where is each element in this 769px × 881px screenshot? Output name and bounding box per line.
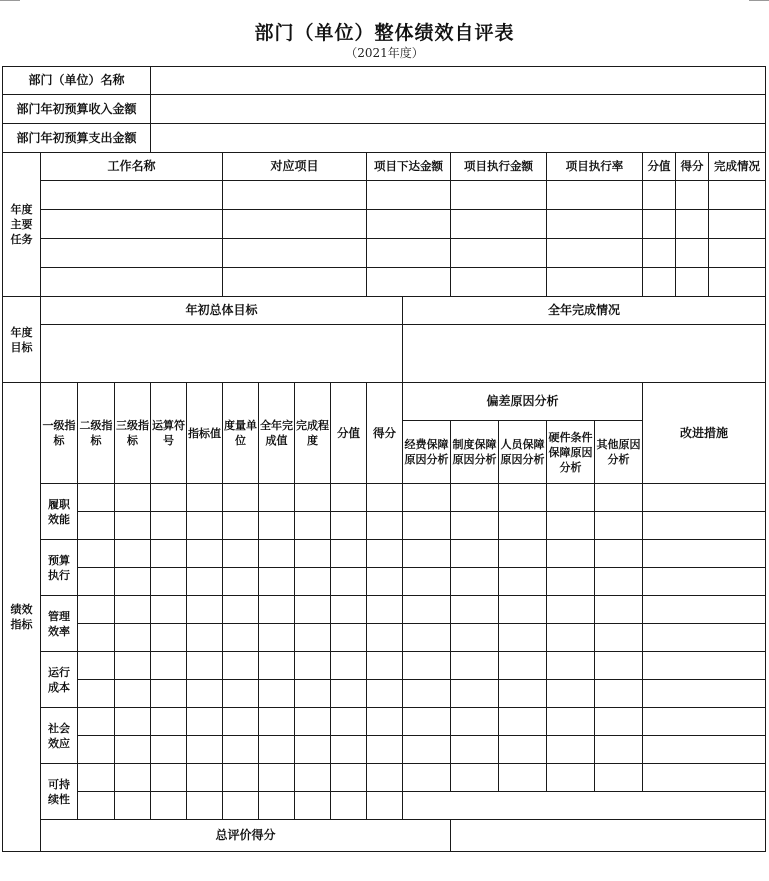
perf-cell[interactable] <box>187 624 223 652</box>
form-title: 部门（单位）整体绩效自评表 <box>254 22 515 44</box>
perf-cell[interactable] <box>367 736 403 764</box>
perf-cell[interactable] <box>151 708 187 736</box>
perf-cell[interactable] <box>643 680 766 708</box>
category-text: 可持续性 <box>48 777 70 806</box>
perf-cell[interactable] <box>115 568 151 596</box>
perf-cell[interactable] <box>78 624 115 652</box>
perf-cell[interactable] <box>115 680 151 708</box>
col-operator: 运算符号 <box>151 383 187 484</box>
perf-cell[interactable] <box>499 484 547 512</box>
perf-cell[interactable] <box>499 680 547 708</box>
perf-cell[interactable] <box>223 624 259 652</box>
col-executed-amount: 项目执行金额 <box>451 153 547 181</box>
perf-cell[interactable] <box>595 680 643 708</box>
perf-row <box>3 512 766 540</box>
perf-cell[interactable] <box>367 792 403 820</box>
perf-cell[interactable] <box>187 792 223 820</box>
perf-cell[interactable] <box>295 736 331 764</box>
perf-cell[interactable] <box>259 736 295 764</box>
perf-cell[interactable] <box>403 484 451 512</box>
perf-cell[interactable] <box>595 624 643 652</box>
task-cell[interactable] <box>547 210 643 239</box>
perf-cell[interactable] <box>451 512 499 540</box>
perf-cell[interactable] <box>259 596 295 624</box>
perf-cell[interactable] <box>115 708 151 736</box>
perf-cell[interactable] <box>595 540 643 568</box>
perf-cell[interactable] <box>295 540 331 568</box>
perf-cell[interactable] <box>595 512 643 540</box>
completion-header: 全年完成情况 <box>403 297 766 325</box>
perf-cell[interactable] <box>595 568 643 596</box>
col-level2: 二级指标 <box>78 383 115 484</box>
perf-cell[interactable] <box>295 764 331 792</box>
perf-cell[interactable] <box>259 708 295 736</box>
goals-header-row <box>3 297 766 325</box>
col-level3: 三级指标 <box>115 383 151 484</box>
category-label <box>41 484 78 540</box>
perf-cell[interactable] <box>78 680 115 708</box>
perf-cell[interactable] <box>547 624 595 652</box>
task-cell[interactable] <box>547 239 643 268</box>
col-points: 分值 <box>331 383 367 484</box>
goals-content-row <box>3 325 766 383</box>
category-text: 履职效能 <box>48 497 70 526</box>
header-row <box>3 95 766 124</box>
perf-cell[interactable] <box>331 736 367 764</box>
perf-row <box>3 652 766 680</box>
col-degree: 完成程度 <box>295 383 331 484</box>
task-cell[interactable] <box>709 268 766 297</box>
perf-cell[interactable] <box>595 596 643 624</box>
task-cell[interactable] <box>367 210 451 239</box>
task-cell[interactable] <box>41 181 223 210</box>
perf-cell[interactable] <box>403 680 451 708</box>
perf-cell[interactable] <box>151 484 187 512</box>
perf-cell[interactable] <box>78 736 115 764</box>
goals-section-text: 年度目标 <box>10 325 33 354</box>
perf-cell[interactable] <box>367 624 403 652</box>
tasks-section-label <box>3 153 41 297</box>
perf-cell[interactable] <box>151 680 187 708</box>
initial-goal-cell[interactable] <box>41 325 403 383</box>
perf-cell[interactable] <box>295 792 331 820</box>
perf-cell[interactable] <box>187 652 223 680</box>
perf-cell[interactable] <box>331 764 367 792</box>
perf-cell[interactable] <box>259 568 295 596</box>
perf-cell[interactable] <box>499 624 547 652</box>
perf-cell[interactable] <box>223 764 259 792</box>
budget-income-label: 部门年初预算收入金额 <box>3 95 151 124</box>
form-subtitle: （2021年度） <box>345 46 424 60</box>
perf-cell[interactable] <box>115 792 151 820</box>
header-row <box>3 124 766 153</box>
perf-cell[interactable] <box>151 764 187 792</box>
perf-cell[interactable] <box>151 792 187 820</box>
perf-cell[interactable] <box>643 708 766 736</box>
perf-cell[interactable] <box>115 736 151 764</box>
perf-cell[interactable] <box>78 568 115 596</box>
perf-cell[interactable] <box>187 484 223 512</box>
perf-cell[interactable] <box>367 512 403 540</box>
perf-cell[interactable] <box>499 596 547 624</box>
task-cell[interactable] <box>709 181 766 210</box>
self-evaluation-table <box>2 66 766 852</box>
col-target-value: 指标值 <box>187 383 223 484</box>
perf-cell[interactable] <box>187 708 223 736</box>
perf-cell[interactable] <box>187 680 223 708</box>
perf-cell[interactable] <box>451 736 499 764</box>
perf-cell[interactable] <box>151 512 187 540</box>
task-cell[interactable] <box>676 181 709 210</box>
perf-cell[interactable] <box>451 764 499 792</box>
task-cell[interactable] <box>709 210 766 239</box>
perf-cell[interactable] <box>223 680 259 708</box>
task-cell[interactable] <box>676 210 709 239</box>
task-cell[interactable] <box>223 210 367 239</box>
perf-cell[interactable] <box>187 596 223 624</box>
total-score-label: 总评价得分 <box>41 820 451 852</box>
perf-cell[interactable] <box>331 484 367 512</box>
perf-cell[interactable] <box>78 512 115 540</box>
budget-expense-label: 部门年初预算支出金额 <box>3 124 151 153</box>
task-cell[interactable] <box>223 239 367 268</box>
perf-cell[interactable] <box>295 568 331 596</box>
perf-cell[interactable] <box>259 792 295 820</box>
task-cell[interactable] <box>451 181 547 210</box>
page-corner-mark-left <box>0 0 20 1</box>
perf-cell[interactable] <box>78 484 115 512</box>
task-cell[interactable] <box>367 268 451 297</box>
perf-cell[interactable] <box>403 624 451 652</box>
task-cell[interactable] <box>451 268 547 297</box>
task-cell[interactable] <box>41 268 223 297</box>
perf-cell[interactable] <box>115 652 151 680</box>
perf-cell[interactable] <box>367 484 403 512</box>
perf-cell[interactable] <box>331 624 367 652</box>
page-corner-mark-right <box>749 0 769 1</box>
perf-row <box>3 708 766 736</box>
category-label <box>41 652 78 708</box>
col-work-name: 工作名称 <box>41 153 223 181</box>
perf-section-text: 绩效指标 <box>10 603 33 631</box>
perf-cell[interactable] <box>643 568 766 596</box>
task-cell[interactable] <box>41 239 223 268</box>
perf-cell[interactable] <box>115 596 151 624</box>
category-label <box>41 764 78 820</box>
perf-cell[interactable] <box>223 652 259 680</box>
perf-cell[interactable] <box>331 708 367 736</box>
perf-cell[interactable] <box>643 484 766 512</box>
perf-cell[interactable] <box>451 680 499 708</box>
task-cell[interactable] <box>223 181 367 210</box>
perf-cell[interactable] <box>547 708 595 736</box>
perf-cell[interactable] <box>331 792 367 820</box>
perf-cell[interactable] <box>331 596 367 624</box>
perf-cell[interactable] <box>595 736 643 764</box>
perf-cell[interactable] <box>78 540 115 568</box>
perf-cell[interactable] <box>643 540 766 568</box>
perf-cell[interactable] <box>547 764 595 792</box>
perf-cell[interactable] <box>403 652 451 680</box>
perf-cell[interactable] <box>499 512 547 540</box>
perf-cell[interactable] <box>331 680 367 708</box>
perf-cell[interactable] <box>115 512 151 540</box>
perf-cell[interactable] <box>403 596 451 624</box>
col-other-reason: 其他原因分析 <box>595 421 643 484</box>
col-funding-reason: 经费保障原因分析 <box>403 421 451 484</box>
perf-cell[interactable] <box>403 512 451 540</box>
perf-cell[interactable] <box>367 540 403 568</box>
perf-cell[interactable] <box>595 708 643 736</box>
perf-cell[interactable] <box>547 540 595 568</box>
perf-section-label <box>3 383 41 852</box>
perf-cell[interactable] <box>223 708 259 736</box>
perf-cell[interactable] <box>187 540 223 568</box>
perf-cell[interactable] <box>367 568 403 596</box>
perf-cell[interactable] <box>223 568 259 596</box>
perf-cell[interactable] <box>331 568 367 596</box>
goals-section-label <box>3 297 41 383</box>
perf-cell[interactable] <box>78 792 115 820</box>
task-cell[interactable] <box>367 181 451 210</box>
perf-cell[interactable] <box>259 680 295 708</box>
perf-cell[interactable] <box>151 652 187 680</box>
perf-cell[interactable] <box>367 680 403 708</box>
perf-cell[interactable] <box>643 652 766 680</box>
perf-cell[interactable] <box>151 540 187 568</box>
perf-cell[interactable] <box>259 764 295 792</box>
budget-expense-value[interactable] <box>151 124 766 153</box>
perf-cell[interactable] <box>367 764 403 792</box>
perf-cell[interactable] <box>499 736 547 764</box>
perf-cell[interactable] <box>223 792 259 820</box>
col-score: 得分 <box>367 383 403 484</box>
col-project: 对应项目 <box>223 153 367 181</box>
tasks-section-text: 年度主要任务 <box>10 203 33 246</box>
perf-cell[interactable] <box>367 708 403 736</box>
perf-row <box>3 596 766 624</box>
perf-cell[interactable] <box>78 596 115 624</box>
perf-cell[interactable] <box>451 652 499 680</box>
perf-row <box>3 792 766 820</box>
task-cell[interactable] <box>451 239 547 268</box>
perf-cell[interactable] <box>78 708 115 736</box>
task-cell[interactable] <box>643 181 676 210</box>
perf-cell[interactable] <box>547 596 595 624</box>
category-text: 管理效率 <box>48 609 70 638</box>
perf-cell[interactable] <box>403 568 451 596</box>
category-text: 预算执行 <box>48 553 70 582</box>
perf-cell[interactable] <box>259 652 295 680</box>
perf-cell[interactable] <box>643 764 766 792</box>
task-cell[interactable] <box>451 210 547 239</box>
perf-cell[interactable] <box>115 484 151 512</box>
perf-cell[interactable] <box>547 736 595 764</box>
category-label <box>41 596 78 652</box>
task-cell[interactable] <box>547 181 643 210</box>
col-project-amount: 项目下达金额 <box>367 153 451 181</box>
perf-cell[interactable] <box>295 484 331 512</box>
perf-cell[interactable] <box>295 652 331 680</box>
perf-cell[interactable] <box>259 624 295 652</box>
perf-cell[interactable] <box>295 680 331 708</box>
perf-cell[interactable] <box>295 512 331 540</box>
task-cell[interactable] <box>367 239 451 268</box>
col-level1: 一级指标 <box>41 383 78 484</box>
perf-cell[interactable] <box>367 652 403 680</box>
task-row <box>3 268 766 297</box>
task-cell[interactable] <box>676 239 709 268</box>
perf-cell[interactable] <box>295 596 331 624</box>
total-row <box>3 820 766 852</box>
perf-cell[interactable] <box>547 568 595 596</box>
perf-cell[interactable] <box>547 680 595 708</box>
perf-cell[interactable] <box>223 596 259 624</box>
perf-cell[interactable] <box>187 736 223 764</box>
perf-cell[interactable] <box>331 512 367 540</box>
perf-cell[interactable] <box>259 484 295 512</box>
perf-cell[interactable] <box>259 512 295 540</box>
completion-cell[interactable] <box>403 325 766 383</box>
perf-cell[interactable] <box>499 540 547 568</box>
task-row <box>3 181 766 210</box>
perf-row <box>3 624 766 652</box>
perf-cell[interactable] <box>259 540 295 568</box>
perf-cell[interactable] <box>595 484 643 512</box>
perf-cell[interactable] <box>403 764 451 792</box>
perf-header-row <box>3 383 766 421</box>
task-cell[interactable] <box>676 268 709 297</box>
perf-cell[interactable] <box>187 568 223 596</box>
perf-row <box>3 484 766 512</box>
perf-cell[interactable] <box>223 512 259 540</box>
perf-cell[interactable] <box>295 708 331 736</box>
task-row <box>3 210 766 239</box>
perf-cell-blank <box>403 792 766 820</box>
deviation-header: 偏差原因分析 <box>403 383 643 421</box>
perf-cell[interactable] <box>499 652 547 680</box>
improvement-header: 改进措施 <box>643 383 766 484</box>
perf-cell[interactable] <box>643 624 766 652</box>
task-cell[interactable] <box>643 210 676 239</box>
perf-cell[interactable] <box>595 652 643 680</box>
perf-cell[interactable] <box>643 512 766 540</box>
category-text: 社会效应 <box>48 721 70 750</box>
perf-cell[interactable] <box>643 736 766 764</box>
perf-row <box>3 680 766 708</box>
perf-cell[interactable] <box>499 764 547 792</box>
col-staff-reason: 人员保障原因分析 <box>499 421 547 484</box>
perf-row <box>3 764 766 792</box>
task-cell[interactable] <box>709 239 766 268</box>
perf-cell[interactable] <box>451 708 499 736</box>
perf-cell[interactable] <box>115 540 151 568</box>
tasks-header-row <box>3 153 766 181</box>
perf-cell[interactable] <box>547 512 595 540</box>
perf-cell[interactable] <box>403 540 451 568</box>
perf-cell[interactable] <box>403 736 451 764</box>
perf-cell[interactable] <box>547 484 595 512</box>
perf-cell[interactable] <box>223 484 259 512</box>
task-cell[interactable] <box>643 239 676 268</box>
category-text: 运行成本 <box>48 665 70 694</box>
perf-cell[interactable] <box>187 764 223 792</box>
perf-cell[interactable] <box>367 596 403 624</box>
perf-cell[interactable] <box>451 568 499 596</box>
dept-name-value[interactable] <box>151 67 766 95</box>
task-cell[interactable] <box>223 268 367 297</box>
task-cell[interactable] <box>643 268 676 297</box>
initial-goal-header: 年初总体目标 <box>41 297 403 325</box>
perf-cell[interactable] <box>115 624 151 652</box>
task-cell[interactable] <box>547 268 643 297</box>
perf-cell[interactable] <box>295 624 331 652</box>
perf-cell[interactable] <box>331 540 367 568</box>
perf-cell[interactable] <box>451 540 499 568</box>
perf-cell[interactable] <box>151 596 187 624</box>
col-score: 得分 <box>676 153 709 181</box>
task-cell[interactable] <box>41 210 223 239</box>
col-hardware-reason: 硬件条件保障原因分析 <box>547 421 595 484</box>
header-row <box>3 67 766 95</box>
col-annual-value: 全年完成值 <box>259 383 295 484</box>
perf-cell[interactable] <box>115 764 151 792</box>
perf-row <box>3 568 766 596</box>
dept-name-label: 部门（单位）名称 <box>3 67 151 95</box>
perf-cell[interactable] <box>451 624 499 652</box>
perf-cell[interactable] <box>78 764 115 792</box>
task-row <box>3 239 766 268</box>
perf-cell[interactable] <box>151 624 187 652</box>
perf-cell[interactable] <box>223 540 259 568</box>
category-label <box>41 708 78 764</box>
perf-cell[interactable] <box>223 736 259 764</box>
perf-cell[interactable] <box>499 568 547 596</box>
budget-income-value[interactable] <box>151 95 766 124</box>
col-execution-rate: 项目执行率 <box>547 153 643 181</box>
perf-cell[interactable] <box>151 568 187 596</box>
col-unit: 度量单位 <box>223 383 259 484</box>
perf-cell[interactable] <box>403 708 451 736</box>
category-label <box>41 540 78 596</box>
col-completion: 完成情况 <box>709 153 766 181</box>
total-score-value[interactable] <box>451 820 766 852</box>
col-system-reason: 制度保障原因分析 <box>451 421 499 484</box>
perf-cell[interactable] <box>451 484 499 512</box>
col-points: 分值 <box>643 153 676 181</box>
perf-cell[interactable] <box>595 764 643 792</box>
perf-row <box>3 736 766 764</box>
perf-cell[interactable] <box>451 596 499 624</box>
perf-cell[interactable] <box>78 652 115 680</box>
perf-cell[interactable] <box>547 652 595 680</box>
perf-cell[interactable] <box>499 708 547 736</box>
perf-cell[interactable] <box>187 512 223 540</box>
perf-cell[interactable] <box>151 736 187 764</box>
perf-cell[interactable] <box>331 652 367 680</box>
perf-cell[interactable] <box>643 596 766 624</box>
perf-row <box>3 540 766 568</box>
